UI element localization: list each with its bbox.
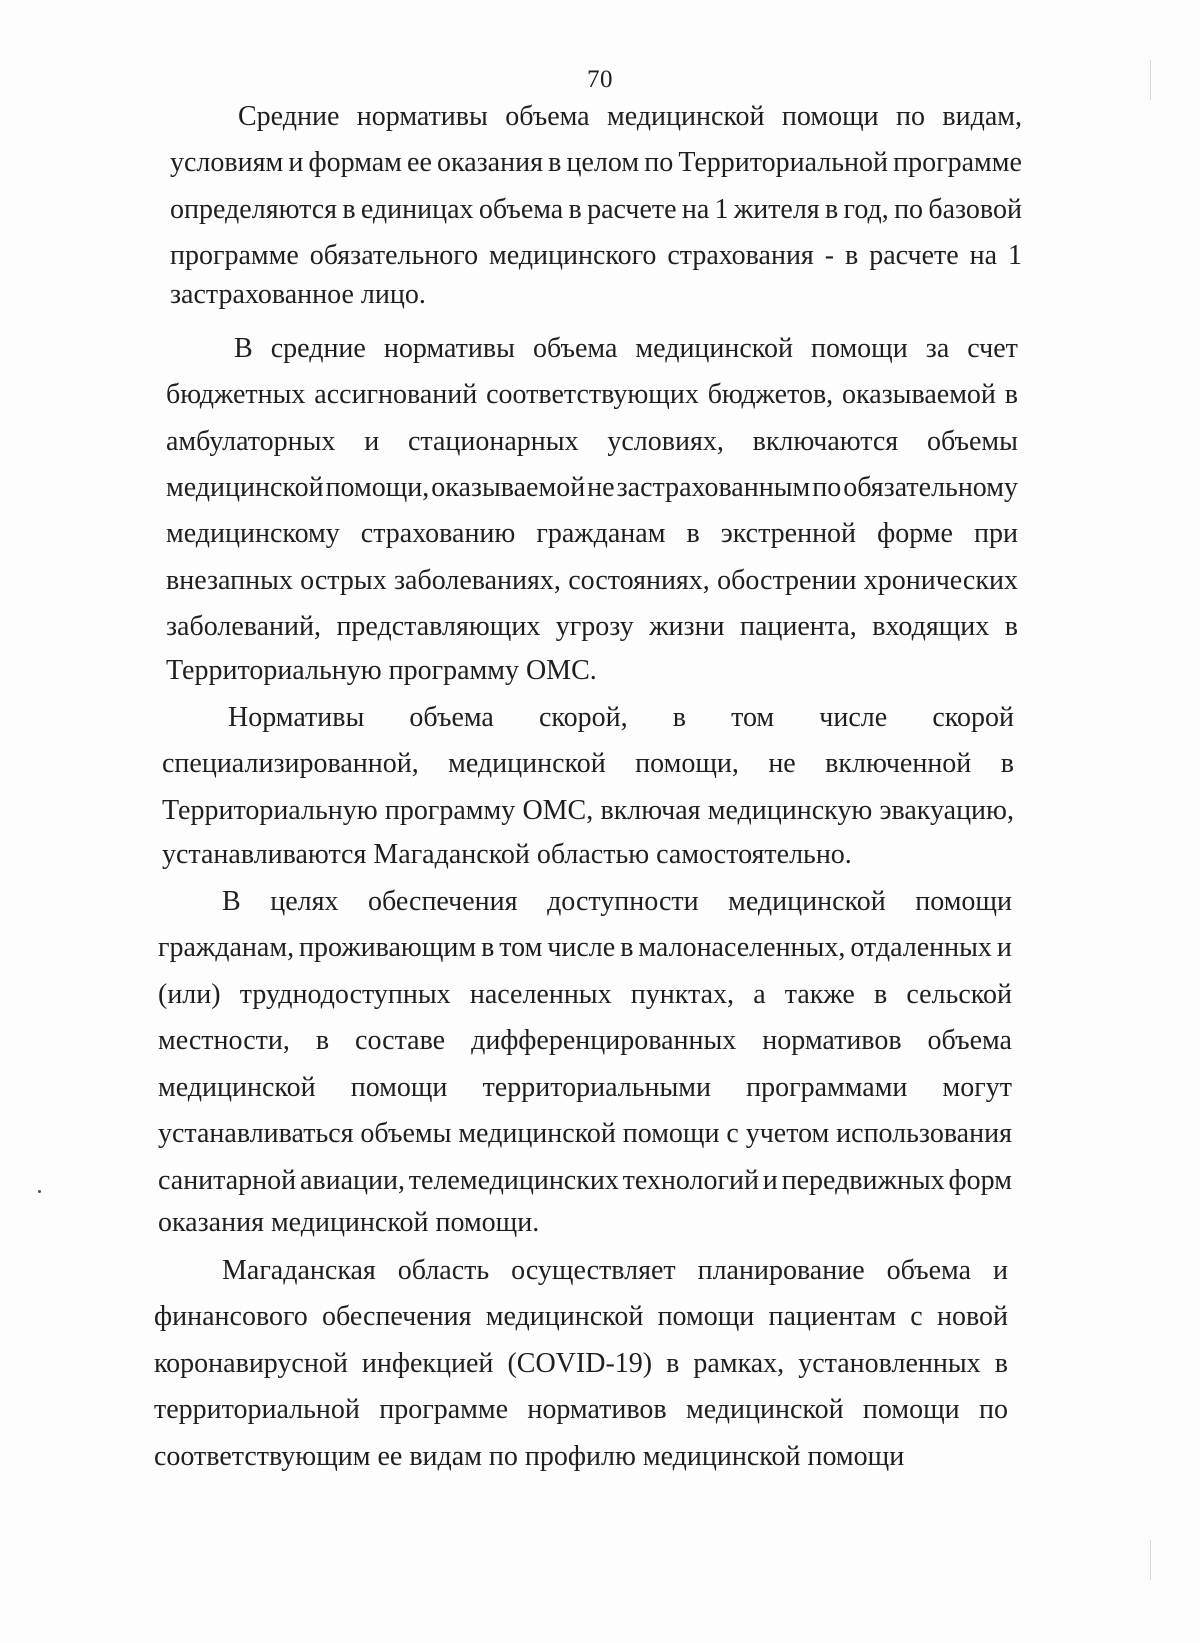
text-line: Территориальную программу ОМС. bbox=[166, 655, 597, 686]
text-line: санитарной авиации, телемедицинских технологий и передвижных форм bbox=[158, 1165, 1012, 1196]
scan-edge-mark bbox=[1150, 1540, 1151, 1580]
scan-edge-mark bbox=[1150, 60, 1151, 100]
text-line: Средние нормативы объема медицинской помощи по видам, bbox=[238, 101, 1022, 132]
text-line: Магаданская область осуществляет планирование объема и bbox=[222, 1255, 1008, 1286]
text-line: внезапных острых заболеваниях, состояниях, обострении хронических bbox=[166, 565, 1018, 596]
text-line: определяются в единицах объема в расчете на 1 жителя в год, по базовой bbox=[170, 194, 1022, 225]
text-line: медицинской помощи территориальными программами могут bbox=[158, 1072, 1012, 1103]
text-line: финансового обеспечения медицинской помощи пациентам с новой bbox=[154, 1301, 1008, 1332]
text-line: Нормативы объема скорой, в том числе скорой bbox=[228, 702, 1014, 733]
text-line: бюджетных ассигнований соответствующих бюджетов, оказываемой в bbox=[166, 379, 1018, 410]
text-line: (или) труднодоступных населенных пунктах, а также в сельской bbox=[158, 979, 1012, 1010]
page-number: 70 bbox=[587, 66, 613, 93]
text-line: специализированной, медицинской помощи, не включенной в bbox=[162, 748, 1014, 779]
text-line: устанавливаются Магаданской областью самостоятельно. bbox=[162, 839, 852, 870]
text-line: Территориальную программу ОМС, включая медицинскую эвакуацию, bbox=[162, 795, 1014, 826]
text-line: амбулаторных и стационарных условиях, включаются объемы bbox=[166, 426, 1018, 457]
text-line: медицинскому страхованию гражданам в экстренной форме при bbox=[166, 518, 1018, 549]
text-line: медицинской помощи, оказываемой не застрахованным по обязательному bbox=[166, 472, 1018, 503]
text-line: устанавливаться объемы медицинской помощи с учетом использования bbox=[158, 1118, 1012, 1149]
text-line: оказания медицинской помощи. bbox=[158, 1207, 540, 1238]
text-line: местности, в составе дифференцированных нормативов объема bbox=[158, 1025, 1012, 1056]
text-line: территориальной программе нормативов медицинской помощи по bbox=[154, 1394, 1008, 1425]
text-line: заболеваний, представляющих угрозу жизни пациента, входящих в bbox=[166, 611, 1018, 642]
text-line: гражданам, проживающим в том числе в малонаселенных, отдаленных и bbox=[158, 932, 1012, 963]
text-line: программе обязательного медицинского страхования - в расчете на 1 bbox=[170, 240, 1022, 271]
text-line: коронавирусной инфекцией (COVID-19) в рамках, установленных в bbox=[154, 1348, 1008, 1379]
text-line: В средние нормативы объема медицинской помощи за счет bbox=[234, 333, 1018, 364]
scan-speck bbox=[38, 1190, 41, 1193]
text-line: застрахованное лицо. bbox=[170, 279, 426, 310]
text-line: условиям и формам ее оказания в целом по Территориальной программе bbox=[170, 147, 1022, 178]
text-line: соответствующим ее видам по профилю медицинской помощи bbox=[154, 1441, 905, 1472]
text-line: В целях обеспечения доступности медицинской помощи bbox=[222, 886, 1012, 917]
